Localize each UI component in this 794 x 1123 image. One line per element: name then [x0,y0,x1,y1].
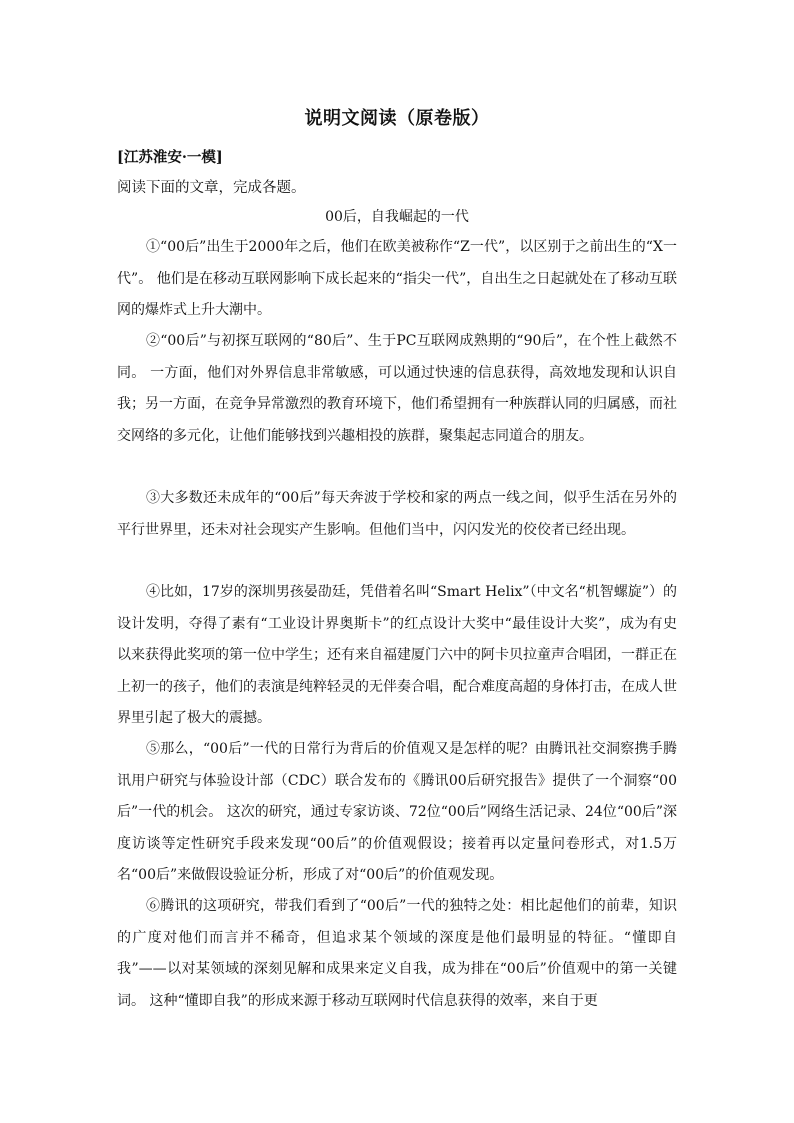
instruction-text: 阅读下面的文章，完成各题。 [117,180,306,196]
document-title: 说明文阅读（原卷版） [304,108,490,129]
paragraph-3: ③大多数还未成年的“00后”每天奔波于学校和家的两点一线之间，似乎生活在另外的平行世界里，还未对社会现实产生影响。但他们当中，闪闪发光的佼佼者已经出现。 [117,490,677,538]
article-title: 00后，自我崛起的一代 [325,209,469,225]
paragraph-6: ⑥腾讯的这项研究，带我们看到了“00后”一代的独特之处：相比起他们的前辈，知识的广度对他们而言并不稀奇，但追求某个领域的深度是他们最明显的特征。“懂即自我”——以对某领域的深刻见解和成果来定义自我，成为排在“00后”价值观中的第一关键词。 这种“懂即自我”的形成来源于移动互联网时代信息获得的效率，来自于更 [117,898,677,1009]
paragraph-5: ⑤那么，“00后”一代的日常行为背后的价值观又是怎样的呢？由腾讯社交洞察携手腾讯用户研究与体验设计部（CDC）联合发布的《腾讯00后研究报告》提供了一个洞察“00后”一代的机会。 这次的研究，通过专家访谈、72位“00后”网络生活记录、24位“00后”深度访谈等定性研究手段来发现“00后”的价值观假设；接着再以定量问卷形式，对1.5万名“00后”来做假设验证分析，形成了对“00后”的价值观发现。 [117,741,677,883]
paragraph-1: ①“00后”出生于2000年之后，他们在欧美被称作“Z一代”，以区别于之前出生的“X一代”。 他们是在移动互联网影响下成长起来的“指尖一代”，自出生之日起就处在了移动互联网的爆炸式上升大潮中。 [117,239,677,318]
paragraph-2: ②“00后”与初探互联网的“80后”、生于PC互联网成熟期的“90后”，在个性上截然不同。 一方面，他们对外界信息非常敏感，可以通过快速的信息获得，高效地发现和认识自我；另一方面，在竞争异常激烈的教育环境下，他们希望拥有一种族群认同的归属感，而社交网络的多元化，让他们能够找到兴趣相投的族群，聚集起志同道合的朋友。 [117,333,677,444]
exam-source: [江苏淮安·一模] [117,149,223,166]
paragraph-4: ④比如，17岁的深圳男孩晏劭廷，凭借着名叫“Smart Helix”（中文名“机智螺旋”）的设计发明，夺得了素有“工业设计界奥斯卡”的红点设计大奖中“最佳设计大奖”，成为有史以来获得此奖项的第一位中学生；还有来自福建厦门六中的阿卡贝拉童声合唱团，一群正在上初一的孩子，他们的表演是纯粹轻灵的无伴奏合唱，配合难度高超的身体打击，在成人世界里引起了极大的震撼。 [117,584,677,726]
